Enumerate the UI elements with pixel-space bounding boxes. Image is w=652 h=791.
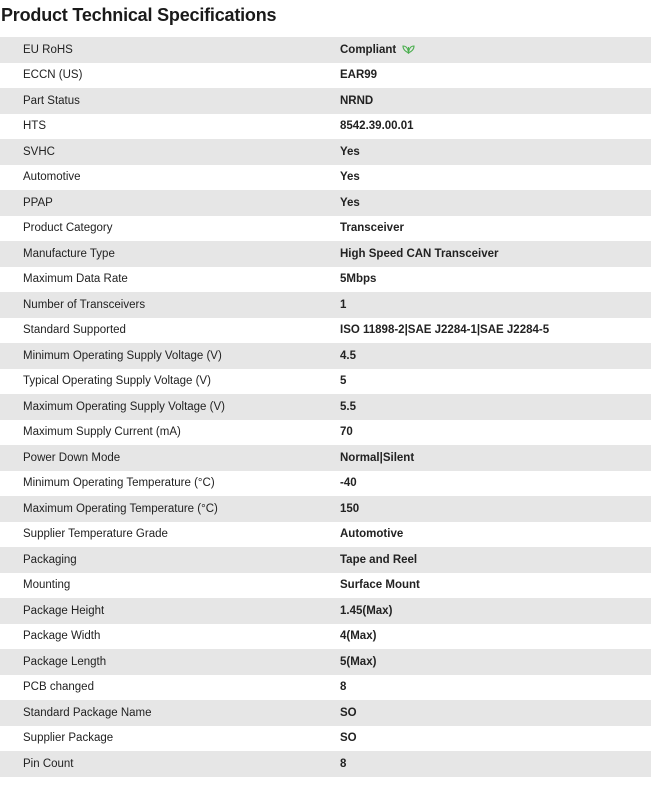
spec-value-text: ISO 11898-2|SAE J2284-1|SAE J2284-5 bbox=[340, 324, 550, 337]
spec-row bbox=[0, 649, 651, 675]
spec-value bbox=[340, 216, 651, 242]
spec-row bbox=[0, 318, 651, 344]
spec-row bbox=[0, 573, 651, 599]
spec-value bbox=[340, 241, 651, 267]
spec-value-text: Tape and Reel bbox=[340, 553, 418, 566]
spec-row bbox=[0, 394, 651, 420]
spec-label: PCB changed bbox=[0, 675, 340, 701]
spec-value-text: 5 bbox=[340, 375, 347, 388]
specs-table-body bbox=[0, 37, 651, 777]
spec-value-text: Automotive bbox=[340, 528, 404, 541]
specs-table bbox=[0, 37, 651, 777]
spec-label: Typical Operating Supply Voltage (V) bbox=[0, 369, 340, 395]
spec-value-text: 4(Max) bbox=[340, 630, 377, 643]
spec-label: Supplier Temperature Grade bbox=[0, 522, 340, 548]
spec-value-text: 1.45(Max) bbox=[340, 604, 393, 617]
spec-value bbox=[340, 496, 651, 522]
spec-label: Minimum Operating Supply Voltage (V) bbox=[0, 343, 340, 369]
spec-label: Maximum Operating Temperature (°C) bbox=[0, 496, 340, 522]
spec-value-text: SO bbox=[340, 706, 357, 719]
spec-value-text: NRND bbox=[340, 94, 374, 107]
spec-row bbox=[0, 369, 651, 395]
spec-label: Supplier Package bbox=[0, 726, 340, 752]
spec-value bbox=[340, 37, 651, 63]
spec-value bbox=[340, 165, 651, 191]
spec-row bbox=[0, 165, 651, 191]
spec-value bbox=[340, 318, 651, 344]
spec-row bbox=[0, 241, 651, 267]
spec-row bbox=[0, 751, 651, 777]
spec-value-text: Yes bbox=[340, 145, 360, 158]
spec-row bbox=[0, 726, 651, 752]
spec-label: Maximum Operating Supply Voltage (V) bbox=[0, 394, 340, 420]
page-title: Product Technical Specifications bbox=[1, 5, 277, 25]
spec-label: Pin Count bbox=[0, 751, 340, 777]
spec-value-text: EAR99 bbox=[340, 69, 378, 82]
spec-value bbox=[340, 88, 651, 114]
spec-value-text: 8542.39.00.01 bbox=[340, 120, 414, 133]
spec-label: Power Down Mode bbox=[0, 445, 340, 471]
spec-label: Number of Transceivers bbox=[0, 292, 340, 318]
spec-row bbox=[0, 63, 651, 89]
spec-row bbox=[0, 216, 651, 242]
spec-row bbox=[0, 598, 651, 624]
spec-value bbox=[340, 114, 651, 140]
spec-value-text: Yes bbox=[340, 171, 360, 184]
spec-value bbox=[340, 292, 651, 318]
spec-label: SVHC bbox=[0, 139, 340, 165]
spec-value bbox=[340, 522, 651, 548]
spec-value-text: 5Mbps bbox=[340, 273, 377, 286]
spec-value-text: -40 bbox=[340, 477, 357, 490]
spec-label: Package Height bbox=[0, 598, 340, 624]
spec-value bbox=[340, 624, 651, 650]
spec-label: Product Category bbox=[0, 216, 340, 242]
spec-row bbox=[0, 114, 651, 140]
spec-value bbox=[340, 267, 651, 293]
spec-row bbox=[0, 471, 651, 497]
spec-value bbox=[340, 139, 651, 165]
spec-row bbox=[0, 190, 651, 216]
spec-value-text: SO bbox=[340, 732, 357, 745]
spec-value bbox=[340, 394, 651, 420]
spec-row bbox=[0, 624, 651, 650]
spec-row bbox=[0, 37, 651, 63]
spec-value-text: Yes bbox=[340, 196, 360, 209]
spec-value bbox=[340, 471, 651, 497]
spec-value-text: 4.5 bbox=[340, 349, 356, 362]
spec-label: Minimum Operating Temperature (°C) bbox=[0, 471, 340, 497]
spec-value-text: Normal|Silent bbox=[340, 451, 415, 464]
spec-row bbox=[0, 547, 651, 573]
spec-value bbox=[340, 63, 651, 89]
spec-label: Standard Supported bbox=[0, 318, 340, 344]
spec-value-text: 150 bbox=[340, 502, 360, 515]
spec-label: ECCN (US) bbox=[0, 63, 340, 89]
spec-value-text: Surface Mount bbox=[340, 579, 420, 592]
spec-row bbox=[0, 445, 651, 471]
spec-label: Automotive bbox=[0, 165, 340, 191]
spec-value bbox=[340, 343, 651, 369]
spec-label: Maximum Supply Current (mA) bbox=[0, 420, 340, 446]
spec-value bbox=[340, 573, 651, 599]
spec-value-text: 8 bbox=[340, 681, 347, 694]
spec-row bbox=[0, 343, 651, 369]
spec-value bbox=[340, 675, 651, 701]
spec-value-text: High Speed CAN Transceiver bbox=[340, 247, 499, 260]
spec-label: EU RoHS bbox=[0, 37, 340, 63]
spec-label: Manufacture Type bbox=[0, 241, 340, 267]
spec-value-text: 70 bbox=[340, 426, 353, 439]
spec-row bbox=[0, 88, 651, 114]
spec-row bbox=[0, 267, 651, 293]
spec-label: Part Status bbox=[0, 88, 340, 114]
spec-label: Packaging bbox=[0, 547, 340, 573]
spec-value bbox=[340, 598, 651, 624]
spec-row bbox=[0, 420, 651, 446]
spec-value-text: 1 bbox=[340, 298, 347, 311]
leaf-icon bbox=[402, 44, 415, 54]
spec-value-text: 5(Max) bbox=[340, 655, 377, 668]
spec-row bbox=[0, 496, 651, 522]
spec-value bbox=[340, 369, 651, 395]
spec-label: PPAP bbox=[0, 190, 340, 216]
spec-row bbox=[0, 139, 651, 165]
spec-value-text: 8 bbox=[340, 757, 347, 770]
spec-value bbox=[340, 751, 651, 777]
spec-label: HTS bbox=[0, 114, 340, 140]
spec-value bbox=[340, 547, 651, 573]
spec-row bbox=[0, 700, 651, 726]
spec-label: Maximum Data Rate bbox=[0, 267, 340, 293]
spec-row bbox=[0, 292, 651, 318]
spec-value-text: Compliant bbox=[340, 43, 397, 56]
spec-value-text: 5.5 bbox=[340, 400, 356, 413]
spec-value bbox=[340, 420, 651, 446]
spec-value bbox=[340, 190, 651, 216]
spec-label: Package Length bbox=[0, 649, 340, 675]
spec-value bbox=[340, 700, 651, 726]
spec-label: Mounting bbox=[0, 573, 340, 599]
spec-label: Standard Package Name bbox=[0, 700, 340, 726]
spec-value bbox=[340, 649, 651, 675]
spec-row bbox=[0, 675, 651, 701]
spec-value bbox=[340, 726, 651, 752]
spec-value-text: Transceiver bbox=[340, 222, 404, 235]
spec-label: Package Width bbox=[0, 624, 340, 650]
spec-value bbox=[340, 445, 651, 471]
spec-row bbox=[0, 522, 651, 548]
